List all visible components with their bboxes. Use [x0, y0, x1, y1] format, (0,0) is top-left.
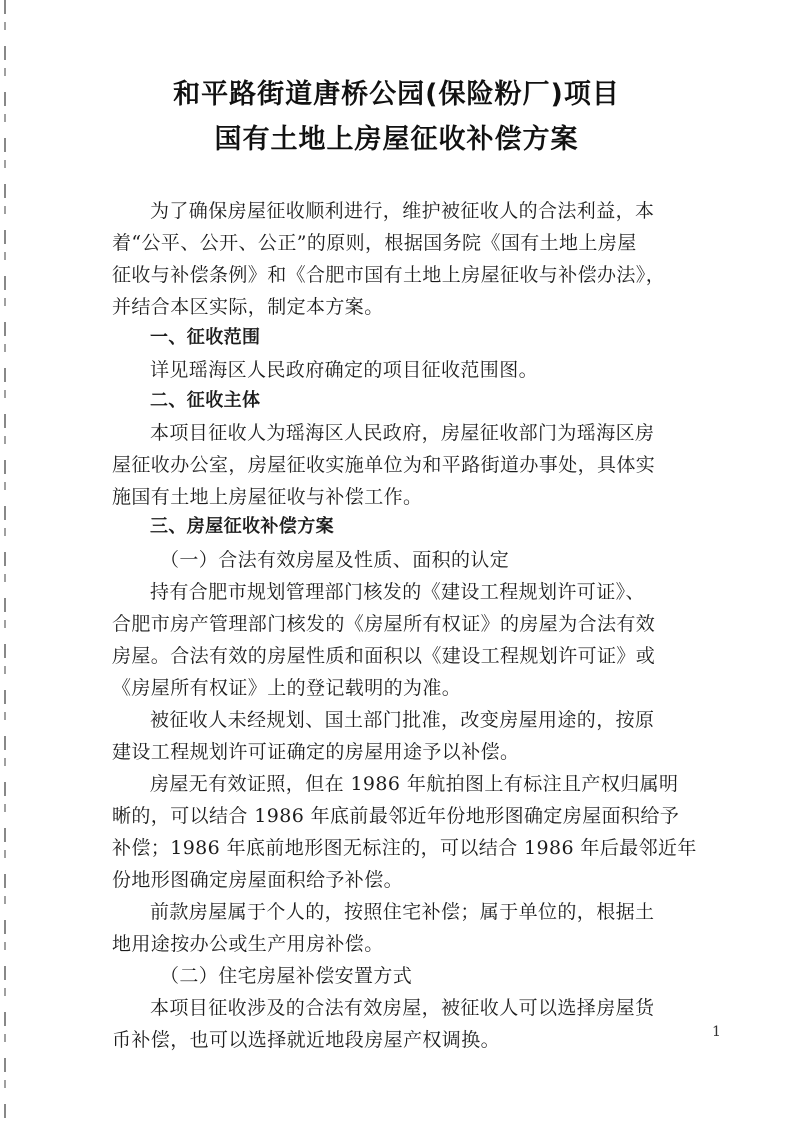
- subsection-1-line-5: 被征收人未经规划、国土部门批准，改变房屋用途的，按原: [150, 709, 655, 731]
- subsection-2-line-2: 币补偿，也可以选择就近地段房屋产权调换。: [112, 1029, 501, 1051]
- preamble-line-3: 征收与补偿条例》和《合肥市国有土地上房屋征收与补偿办法》，: [112, 264, 666, 286]
- section-2-line-2: 屋征收办公室，房屋征收实施单位为和平路街道办事处，具体实: [112, 454, 656, 476]
- section-heading-2: 二、征收主体: [150, 390, 261, 411]
- document-title-line1: 和平路街道唐桥公园(保险粉厂)项目: [173, 79, 620, 110]
- subsection-1-line-8: 晰的，可以结合 1986 年底前最邻近年份地形图确定房屋面积给予: [112, 805, 680, 827]
- subsection-1-line-9: 补偿；1986 年底前地形图无标注的，可以结合 1986 年后最邻近年: [112, 837, 697, 859]
- subsection-heading-2: （二）住宅房屋补偿安置方式: [160, 965, 413, 987]
- section-2-line-1: 本项目征收人为瑶海区人民政府，房屋征收部门为瑶海区房: [150, 422, 655, 444]
- subsection-1-line-3: 房屋。合法有效的房屋性质和面积以《建设工程规划许可证》或: [112, 645, 656, 667]
- subsection-1-line-4: 《房屋所有权证》上的登记载明的为准。: [112, 677, 462, 699]
- preamble-line-1: 为了确保房屋征收顺利进行，维护被征收人的合法利益，本: [150, 200, 655, 222]
- document-title-line2: 国有土地上房屋征收补偿方案: [214, 124, 579, 155]
- page-number: 1: [712, 1024, 721, 1040]
- subsection-1-line-7: 房屋无有效证照，但在 1986 年航拍图上有标注且产权归属明: [150, 773, 679, 795]
- preamble-line-4: 并结合本区实际，制定本方案。: [112, 296, 384, 318]
- section-2-line-3: 施国有土地上房屋征收与补偿工作。: [112, 486, 423, 508]
- preamble-line-2: 着“公平、公开、公正”的原则，根据国务院《国有土地上房屋: [112, 232, 637, 254]
- section-heading-3: 三、房屋征收补偿方案: [150, 516, 334, 537]
- subsection-1-line-2: 合肥市房产管理部门核发的《房屋所有权证》的房屋为合法有效: [112, 613, 656, 635]
- section-1-line-1: 详见瑶海区人民政府确定的项目征收范围图。: [150, 359, 539, 381]
- subsection-1-line-6: 建设工程规划许可证确定的房屋用途予以补偿。: [112, 741, 520, 763]
- subsection-1-line-11: 前款房屋属于个人的，按照住宅补偿；属于单位的，根据土: [150, 901, 655, 923]
- subsection-1-line-10: 份地形图确定房屋面积给予补偿。: [112, 869, 404, 891]
- subsection-2-line-1: 本项目征收涉及的合法有效房屋，被征收人可以选择房屋货: [150, 997, 655, 1019]
- subsection-1-line-1: 持有合肥市规划管理部门核发的《建设工程规划许可证》、: [150, 581, 645, 603]
- subsection-1-line-12: 地用途按办公或生产用房补偿。: [112, 933, 384, 955]
- section-heading-1: 一、征收范围: [150, 327, 261, 348]
- subsection-heading-1: （一）合法有效房屋及性质、面积的认定: [160, 549, 510, 571]
